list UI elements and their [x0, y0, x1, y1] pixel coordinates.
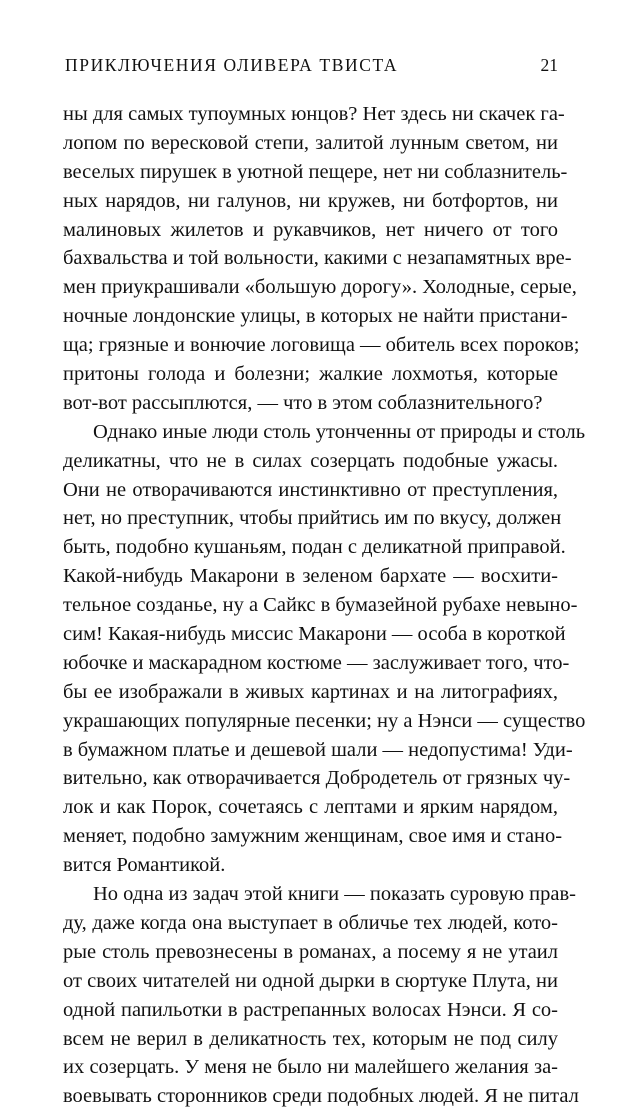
text-line: меняет, подобно замужним женщинам, свое имя и стано-	[63, 825, 563, 848]
text-line: нет, но преступник, чтобы прийтись им по вкусу, должен	[63, 507, 562, 530]
text-line: малиновых жилетов и рукавчиков, нет ничего от того	[63, 218, 558, 241]
text-line: воевывать сторонников среди подобных людей. Я не питал	[63, 1085, 579, 1108]
text-line: Какой-нибудь Макарони в зеленом бархате — восхити-	[63, 565, 558, 588]
text-line: от своих читателей ни одной дырки в сюртуке Плута, ни	[63, 969, 558, 992]
text-line: ны для самых тупоумных юнцов? Нет здесь ни скачек га-	[63, 103, 565, 125]
text-line: ночные лондонские улицы, в которых не найти пристани-	[63, 305, 568, 328]
text-line: Однако иные люди столь утонченны от природы и столь	[93, 420, 586, 443]
text-line: всем не верил в деликатность тех, которым не под силу	[63, 1027, 558, 1050]
text-line: ду, даже когда она выступает в обличье тех людей, кото-	[63, 911, 558, 934]
text-line: бы ее изображали в живых картинах и на литографиях,	[63, 680, 558, 703]
text-line: вот-вот рассыплются, — что в этом соблазнительного?	[63, 391, 543, 414]
text-line: деликатны, что не в силах созерцать подобные ужасы.	[63, 449, 558, 472]
text-line: вительно, как отворачивается Добродетель от грязных чу-	[63, 767, 571, 790]
text-line: веселых пирушек в уютной пещере, нет ни соблазнитель-	[63, 160, 568, 183]
text-line: Но одна из задач этой книги — показать суровую прав-	[93, 883, 577, 906]
text-line: одной папильотки в растрепанных волосах Нэнси. Я со-	[63, 998, 558, 1021]
text-line: лопом по вересковой степи, залитой лунным светом, ни	[63, 131, 558, 154]
text-line: ных нарядов, ни галунов, ни кружев, ни ботфортов, ни	[63, 189, 558, 212]
book-page	[63, 52, 586, 1111]
page-number: 21	[540, 55, 558, 75]
page-header	[63, 52, 558, 86]
text-line: ща; грязные и вонючие логовища — обитель всех пороков;	[63, 334, 580, 357]
running-title: ПРИКЛЮЧЕНИЯ ОЛИВЕРА ТВИСТА	[65, 55, 399, 75]
text-line: рые столь превознесены в романах, а посему я не утаил	[63, 940, 558, 963]
text-line: украшающих популярные песенки; ну а Нэнси — существо	[63, 709, 586, 732]
text-line: в бумажном платье и дешевой шали — недопустима! Уди-	[63, 738, 573, 761]
paragraph	[63, 880, 579, 1111]
text-line: бахвальства и той вольности, какими с незапамятных вре-	[63, 247, 572, 270]
text-line: их созерцать. У меня не было ни малейшего желания за-	[63, 1056, 558, 1079]
text-line: вится Романтикой.	[63, 854, 226, 877]
text-line: быть, подобно кушаньям, подан с деликатной приправой.	[63, 536, 566, 559]
text-line: юбочке и маскарадном костюме — заслуживает того, что-	[63, 651, 570, 674]
text-line: сим! Какая-нибудь миссис Макарони — особа в короткой	[63, 623, 566, 646]
text-line: притоны голода и болезни; жалкие лохмотья, которые	[63, 363, 558, 386]
text-line: тельное созданье, ну а Сайкс в бумазейной рубахе невыно-	[63, 594, 578, 617]
text-line: мен приукрашивали «большую дорогу». Холодные, серые,	[63, 276, 577, 299]
paragraph	[63, 418, 586, 880]
text-line: Они не отворачиваются инстинктивно от преступления,	[63, 478, 558, 501]
paragraph	[63, 100, 580, 418]
text-line: лок и как Порок, сочетаясь с лептами и ярким нарядом,	[63, 796, 558, 819]
body-text	[63, 100, 586, 1111]
